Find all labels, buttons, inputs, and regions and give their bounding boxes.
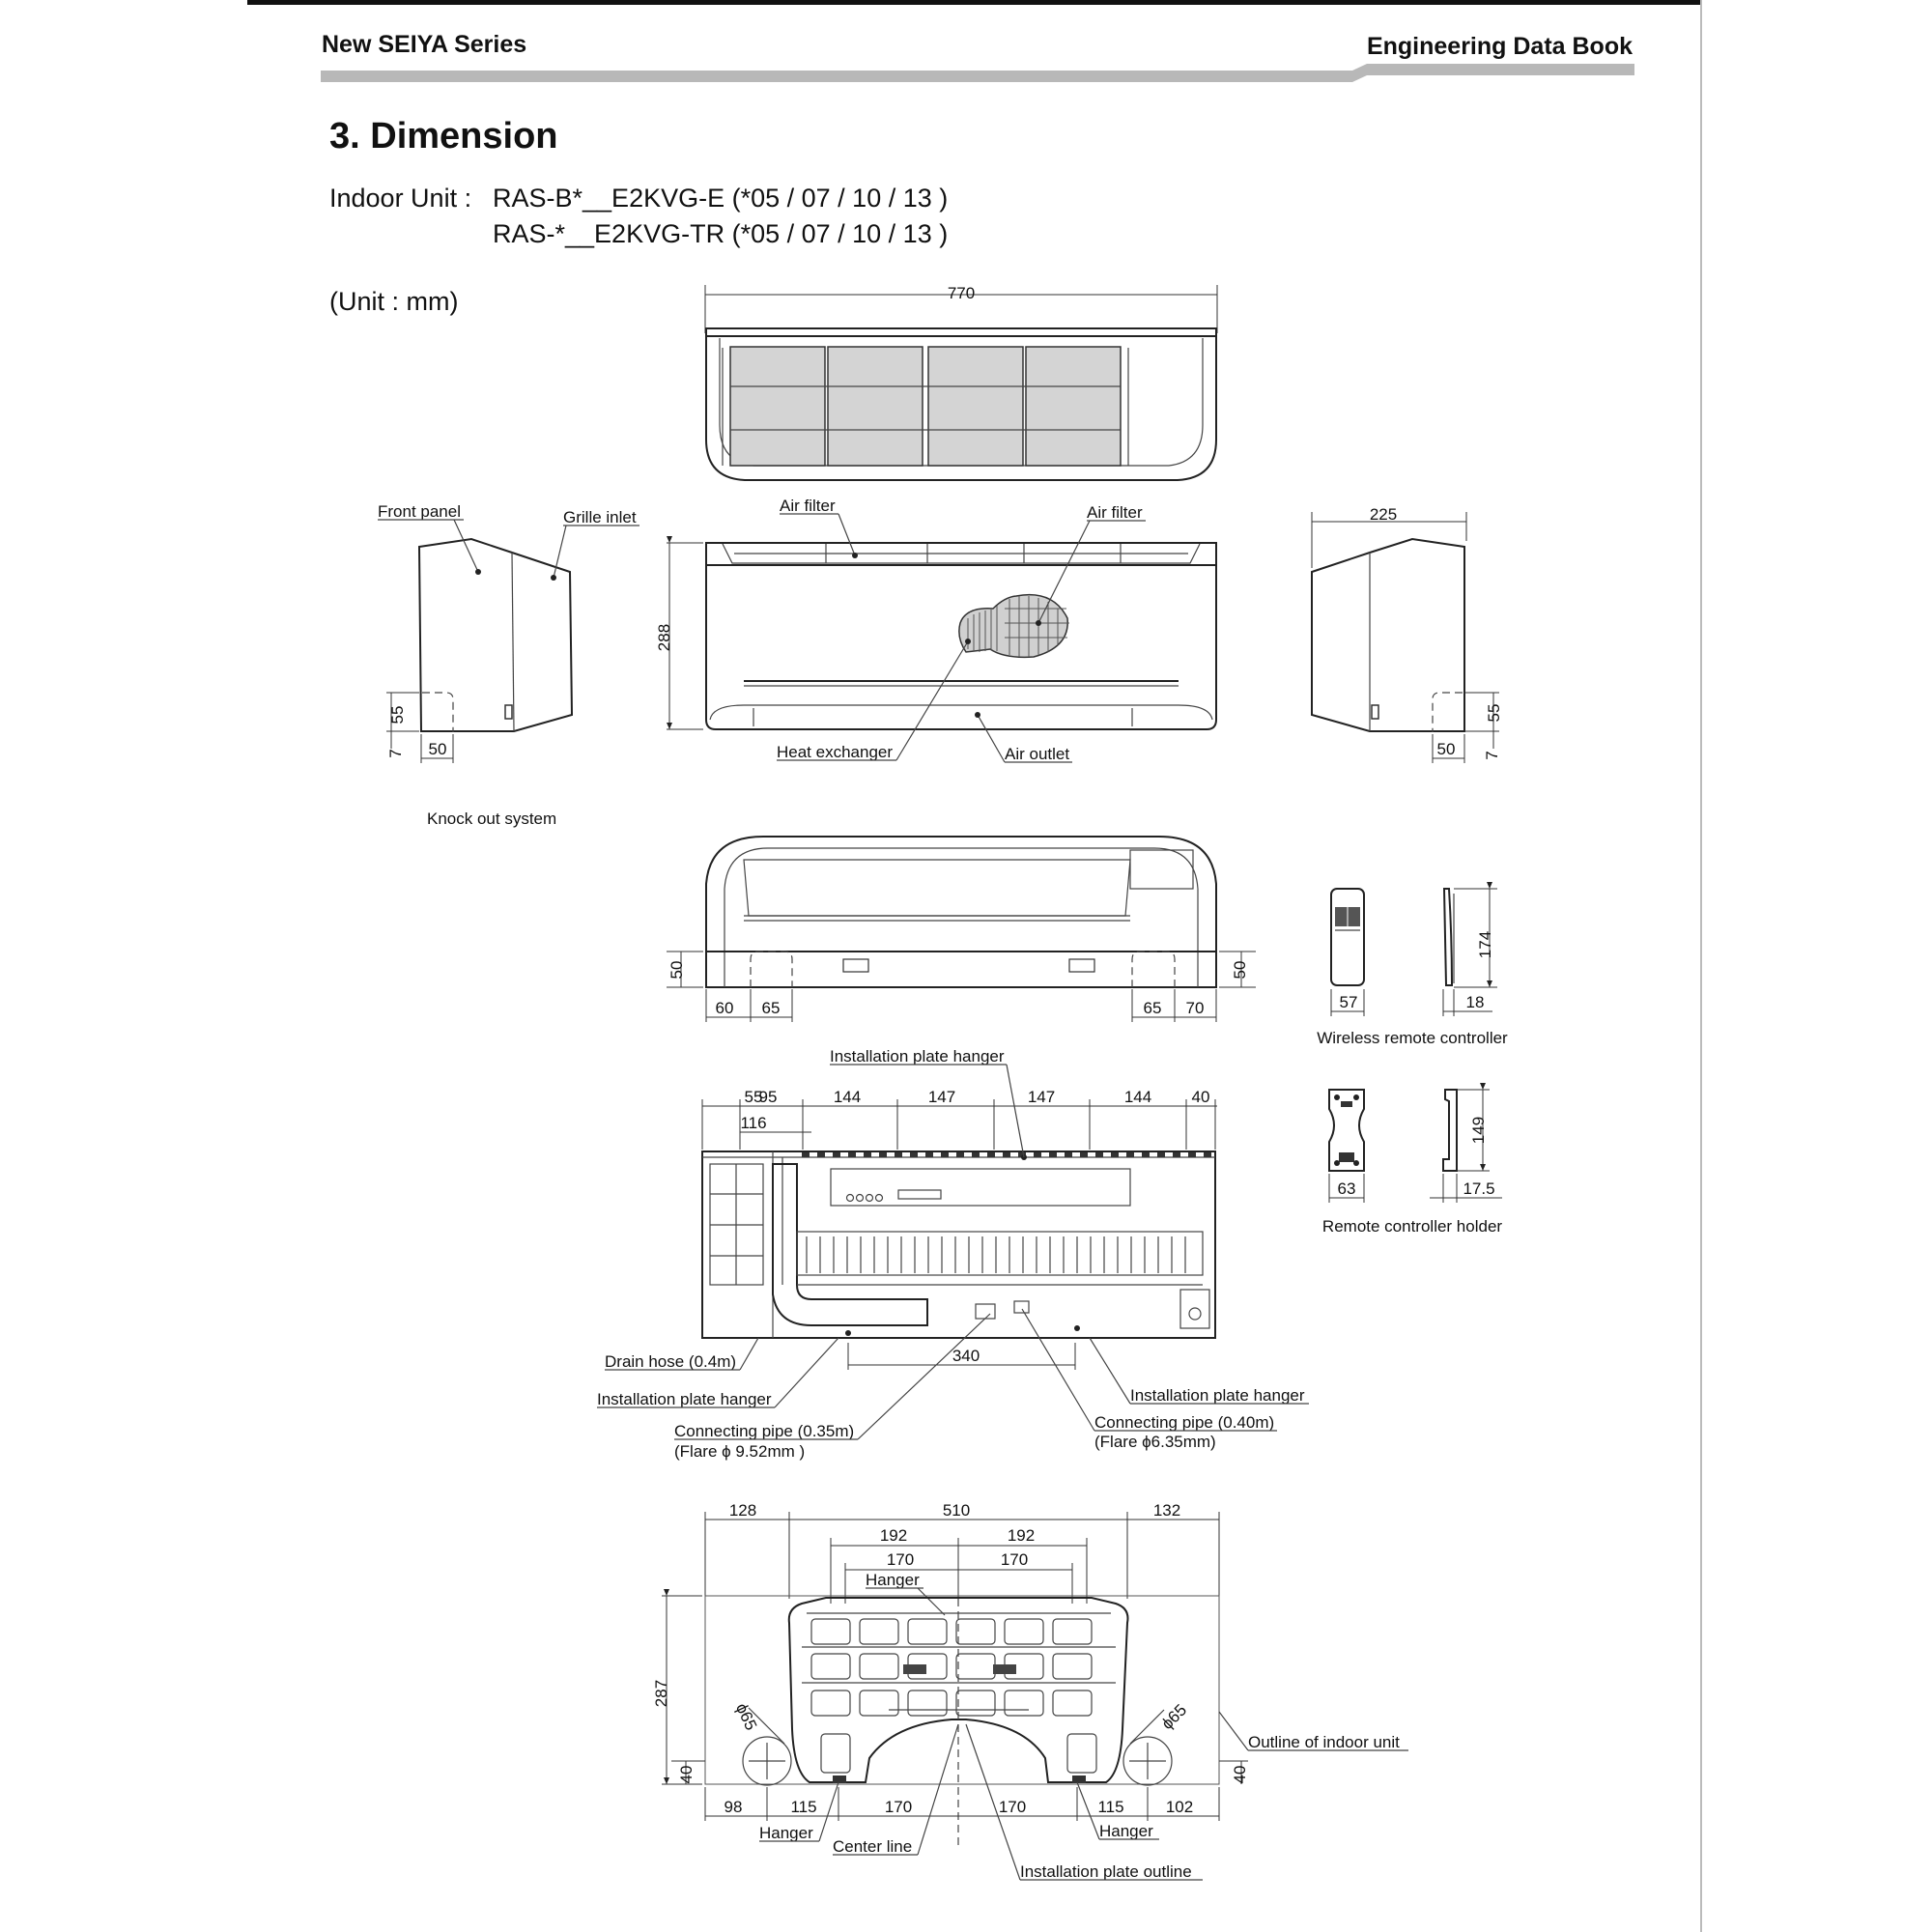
header-series: New SEIYA Series — [322, 31, 527, 58]
plate-label-hanger-top: Hanger — [866, 1571, 920, 1589]
back-dim-4: 147 — [1027, 1088, 1056, 1106]
model-label: Indoor Unit : — [329, 184, 472, 213]
plate-label-install-outline: Installation plate outline — [1020, 1862, 1192, 1881]
back-dim-5: 144 — [1123, 1088, 1152, 1106]
holder-width-dim: 63 — [1337, 1179, 1356, 1198]
top-view — [705, 284, 1217, 480]
back-dim-1: 95 — [758, 1088, 778, 1106]
back-dim-116: 116 — [740, 1114, 767, 1132]
knock-dim-70: 70 — [1185, 999, 1205, 1017]
label-air-outlet: Air outlet — [1005, 745, 1070, 763]
plate-dim-192a: 192 — [879, 1526, 908, 1545]
header-underline — [321, 64, 1634, 82]
header-book: Engineering Data Book — [1366, 33, 1633, 60]
label-drain-hose: Drain hose (0.4m) — [605, 1352, 737, 1371]
plate-dim-40-left: 40 — [677, 1765, 696, 1784]
knock-out-view — [427, 810, 1256, 1022]
left-side-view — [378, 395, 639, 763]
label-air-filter-left: Air filter — [780, 497, 836, 515]
knock-dim-50-right: 50 — [1231, 960, 1249, 980]
back-view — [597, 1047, 1309, 1461]
model-line-1: RAS-B*__E2KVG-E (*05 / 07 / 10 / 13 ) — [493, 184, 949, 213]
label-pipe-left-flare: (Flare ϕ 9.52mm ) — [674, 1442, 806, 1461]
remote-depth-dim: 18 — [1465, 993, 1485, 1011]
knock-out-label: Knock out system — [427, 810, 557, 828]
plate-label-hanger-br: Hanger — [1099, 1822, 1153, 1840]
plate-height-dim: 287 — [652, 1679, 670, 1708]
back-dim-0: 55 — [744, 1088, 763, 1106]
left-dim-50: 50 — [428, 740, 447, 758]
model-line-2: RAS-*__E2KVG-TR (*05 / 07 / 10 / 13 ) — [493, 219, 949, 248]
holder-depth-dim: 17.5 — [1463, 1179, 1495, 1198]
right-side-view — [1312, 505, 1503, 763]
remote-holder — [1322, 1090, 1502, 1236]
right-depth-dim: 225 — [1369, 505, 1398, 524]
label-pipe-left: Connecting pipe (0.35m) — [674, 1422, 855, 1440]
left-dim-55: 55 — [388, 705, 407, 724]
right-dim-55: 55 — [1485, 703, 1503, 723]
label-heat-exchanger: Heat exchanger — [777, 743, 894, 761]
wireless-remote — [1317, 889, 1508, 1047]
label-back-hanger-left: Installation plate hanger — [597, 1390, 772, 1408]
right-dim-50: 50 — [1436, 740, 1456, 758]
plate-label-center-line: Center line — [833, 1837, 913, 1856]
back-dim-6: 40 — [1191, 1088, 1210, 1106]
plate-dim-128: 128 — [728, 1501, 757, 1520]
front-height-dim: 288 — [655, 623, 673, 652]
plate-label-outline-indoor: Outline of indoor unit — [1248, 1733, 1400, 1751]
remote-label: Wireless remote controller — [1317, 1029, 1508, 1047]
label-grille-inlet: Grille inlet — [563, 508, 637, 526]
back-dim-3: 147 — [927, 1088, 956, 1106]
installation-plate — [652, 1501, 1408, 1881]
top-width-dim: 770 — [947, 284, 976, 302]
knock-dim-50-left: 50 — [668, 960, 686, 980]
plate-bottom-dim-2: 170 — [884, 1798, 913, 1816]
plate-bottom-dim-1: 115 — [790, 1798, 817, 1816]
knock-dim-60: 60 — [715, 999, 734, 1017]
label-back-hanger-top: Installation plate hanger — [830, 1047, 1005, 1065]
holder-height-dim: 149 — [1469, 1116, 1488, 1145]
plate-dim-40-right: 40 — [1231, 1765, 1249, 1784]
knock-dim-65-right: 65 — [1143, 999, 1162, 1017]
plate-bottom-dim-0: 98 — [724, 1798, 743, 1816]
remote-height-dim: 174 — [1476, 930, 1494, 959]
plate-label-hanger-bl: Hanger — [759, 1824, 813, 1842]
back-dim-340: 340 — [952, 1347, 980, 1365]
plate-bottom-dim-5: 102 — [1165, 1798, 1194, 1816]
label-air-filter-right: Air filter — [1087, 503, 1143, 522]
left-dim-7: 7 — [386, 749, 405, 758]
right-dim-7: 7 — [1483, 751, 1501, 760]
plate-bottom-dim-4: 115 — [1097, 1798, 1124, 1816]
plate-bottom-dim-3: 170 — [998, 1798, 1027, 1816]
remote-width-dim: 57 — [1339, 993, 1358, 1011]
unit-label: (Unit : mm) — [329, 287, 459, 316]
plate-hole-right: ϕ65 — [1157, 1700, 1191, 1734]
back-dim-2: 144 — [833, 1088, 862, 1106]
plate-hole-left: ϕ65 — [731, 1700, 761, 1734]
plate-dim-170a: 170 — [886, 1550, 915, 1569]
label-pipe-right-flare: (Flare ϕ6.35mm) — [1094, 1433, 1216, 1451]
holder-label: Remote controller holder — [1321, 1217, 1503, 1236]
plate-dim-132: 132 — [1152, 1501, 1181, 1520]
plate-dim-510: 510 — [942, 1501, 971, 1520]
knock-dim-65-left: 65 — [761, 999, 781, 1017]
front-view — [655, 497, 1216, 763]
plate-dim-192b: 192 — [1007, 1526, 1036, 1545]
section-title: 3. Dimension — [329, 116, 558, 156]
label-pipe-right: Connecting pipe (0.40m) — [1094, 1413, 1275, 1432]
label-back-hanger-right: Installation plate hanger — [1130, 1386, 1305, 1405]
label-front-panel: Front panel — [378, 502, 461, 521]
plate-dim-170b: 170 — [1000, 1550, 1029, 1569]
